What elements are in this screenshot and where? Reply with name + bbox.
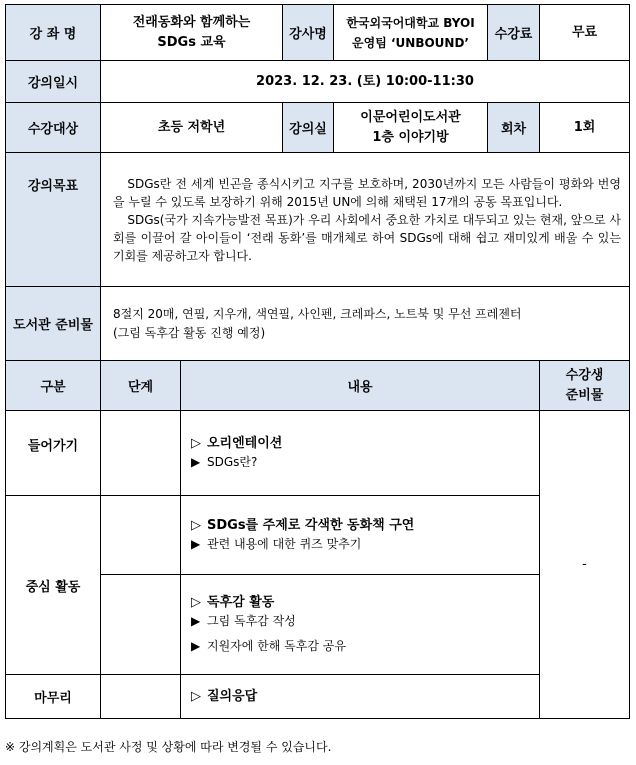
prep-line2: (그림 독후감 활동 진행 예정): [113, 325, 266, 340]
main2-item1-line: [191, 612, 539, 631]
room-value: [334, 103, 488, 153]
main2-content: [181, 575, 540, 675]
course-title-line2: SDGs 교육: [157, 34, 226, 50]
outro-label: 마무리: [6, 675, 101, 719]
goal-paragraph-1: SDGs란 전 세계 빈곤을 종식시키고 지구를 보호하며, 2030년까지 모든 사람들이 평화와 번영을 누릴 수 있도록 보장하기 위해 2015년 UN에 의해 채택된 17개의 공동 목표입니다.: [113, 176, 621, 209]
course-title-line1: 전래동화와 함께하는: [132, 14, 251, 30]
main1-item: 관련 내용에 대한 퀴즈 맞추기: [207, 537, 362, 551]
intro-content: [181, 411, 540, 496]
outro-title: 질의응답: [207, 689, 258, 704]
main2-item2: 지원자에 한해 독후감 공유: [207, 639, 346, 653]
outro-content: [181, 675, 540, 719]
schedule-header-row: [6, 361, 630, 411]
instructor-value: [334, 5, 488, 61]
lecture-plan-table: [5, 4, 630, 719]
main1-title: SDGs를 주제로 각색한 동화책 구연: [207, 518, 415, 533]
outro-stage: [101, 675, 181, 719]
header-stage: 단계: [101, 361, 181, 411]
intro-title: 오리엔테이션: [207, 436, 283, 451]
main1-content: [181, 496, 540, 575]
instructor-label: 강사명: [283, 5, 334, 61]
course-row: [6, 5, 630, 61]
main2-item1: 그림 독후감 작성: [207, 614, 296, 628]
prep-row: [6, 287, 630, 361]
audience-value: 초등 저학년: [101, 103, 283, 153]
instructor-line2: 운영팀 ‘UNBOUND’: [352, 35, 469, 50]
hollow-triangle-icon: ▷: [191, 436, 201, 451]
room-line1: 이문어린이도서관: [360, 109, 461, 125]
goal-paragraph-2: SDGs(국가 지속가능발전 목표)가 우리 사회에서 중요한 가치로 대두되고 있는 현재, 앞으로 사회를 이끌어 갈 아이들이 ‘전래 동화’를 매개체로 하여 SDGs에 대해 쉽고 재미있게 배울 수 있는 기회를 제공하고자 합니다.: [113, 212, 621, 263]
header-content: 내용: [181, 361, 540, 411]
course-label: 강 좌 명: [6, 5, 101, 61]
date-value: 2023. 12. 23. (토) 10:00-11:30: [101, 61, 630, 103]
goal-row: [6, 153, 630, 287]
hollow-triangle-icon: ▷: [191, 595, 201, 610]
intro-stage: [101, 411, 181, 496]
session-value: 1회: [540, 103, 630, 153]
date-label: 강의일시: [6, 61, 101, 103]
main1-item-line: [191, 535, 539, 554]
date-row: [6, 61, 630, 103]
outro-title-line: [191, 687, 539, 706]
intro-label: 들어가기: [6, 411, 101, 496]
solid-triangle-icon: ▶: [191, 537, 201, 551]
intro-item: SDGs란?: [207, 455, 258, 469]
solid-triangle-icon: ▶: [191, 455, 201, 469]
room-line2: 1층 이야기방: [372, 129, 449, 145]
session-label: 회차: [488, 103, 540, 153]
header-division: 구분: [6, 361, 101, 411]
header-student-prep-line1: 수강생: [565, 367, 604, 383]
intro-title-line: [191, 434, 539, 453]
hollow-triangle-icon: ▷: [191, 689, 201, 704]
header-student-prep: [540, 361, 630, 411]
audience-label: 수강대상: [6, 103, 101, 153]
main1-stage: [101, 496, 181, 575]
goal-text: [101, 153, 630, 287]
prep-value: [101, 287, 630, 361]
student-prep-value: -: [540, 411, 630, 719]
audience-row: [6, 103, 630, 153]
main2-title-line: [191, 593, 539, 612]
fee-label: 수강료: [488, 5, 540, 61]
schedule-row-outro: [6, 675, 630, 719]
main-label: 중심 활동: [6, 496, 101, 675]
main2-item2-line: [191, 637, 539, 656]
main2-title: 독후감 활동: [207, 595, 275, 610]
course-title: [101, 5, 283, 61]
main2-stage: [101, 575, 181, 675]
footnote: ※ 강의계획은 도서관 사정 및 상황에 따라 변경될 수 있습니다.: [5, 740, 332, 754]
room-label: 강의실: [283, 103, 334, 153]
schedule-row-main-1: [6, 496, 630, 575]
header-student-prep-line2: 준비물: [565, 387, 604, 403]
schedule-row-intro: [6, 411, 630, 496]
instructor-line1: 한국외국어대학교 BYOI: [346, 15, 475, 30]
hollow-triangle-icon: ▷: [191, 518, 201, 533]
solid-triangle-icon: ▶: [191, 639, 201, 653]
goal-label: 강의목표: [6, 153, 101, 287]
main1-title-line: [191, 516, 539, 535]
intro-item-line: [191, 453, 539, 472]
fee-value: 무료: [540, 5, 630, 61]
prep-line1: 8절지 20매, 연필, 지우개, 색연필, 사인펜, 크레파스, 노트북 및 무선 프레젠터: [113, 306, 522, 321]
prep-label: 도서관 준비물: [6, 287, 101, 361]
solid-triangle-icon: ▶: [191, 614, 201, 628]
